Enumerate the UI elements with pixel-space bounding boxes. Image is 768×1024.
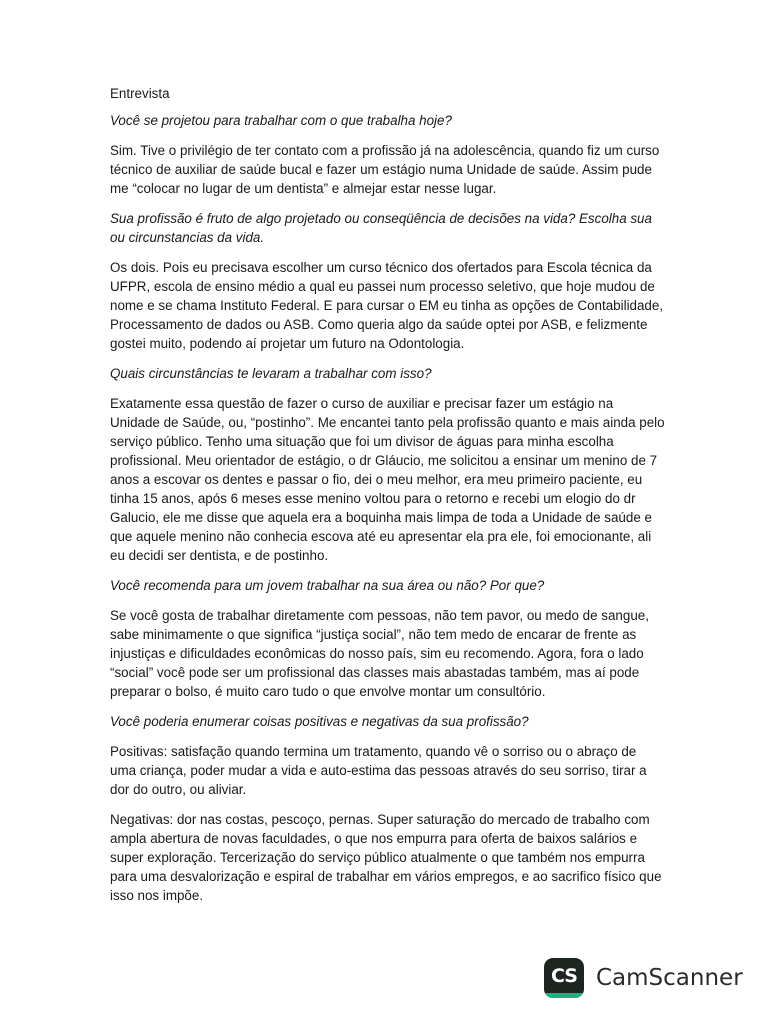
camscanner-watermark xyxy=(544,958,743,998)
question-text: Você recomenda para um jovem trabalhar na sua área ou não? Por que? xyxy=(110,578,545,593)
camscanner-logo-icon xyxy=(544,958,584,998)
document-title: Entrevista xyxy=(110,86,170,101)
question-text: Você poderia enumerar coisas positivas e negativas da sua profissão? xyxy=(110,714,529,729)
answer-paragraph: Exatamente essa questão de fazer o curso de auxiliar e precisar fazer um estágio na Unidade de Saúde, ou, “postinho”. Me encantei tanto pela profissão quanto e mais ainda pelo serviço público. Tenho uma situação que foi um divisor de águas para minha escolha profissional. Meu orientador de estágio, o dr Gláucio, me solicitou a ensinar um menino de 7 anos a escovar os dentes e passar o fio, dei o meu melhor, era meu primeiro paciente, eu tinha 15 anos, após 6 meses esse menino voltou para o retorno e recebi um elogio do dr Galucio, ele me disse que aquela era a boquinha mais limpa de toda a Unidade de saúde e que aquele menino não conhecia escova até eu apresentar ela pra ele, foi emocionante, ali eu decidi ser dentista, e de postinho. xyxy=(110,396,665,563)
answer-paragraph: Sim. Tive o privilégio de ter contato com a profissão já na adolescência, quando fiz um curso técnico de auxiliar de saúde bucal e fazer um estágio numa Unidade de saúde. Assim pude me “colocar no lugar de um dentista” e almejar estar nesse lugar. xyxy=(110,143,660,196)
answer-paragraph-positives: Positivas: satisfação quando termina um tratamento, quando vê o sorriso ou o abraço de uma criança, poder mudar a vida e auto-estima das pessoas através do seu sorriso, tirar a dor do outro, ou aliviar. xyxy=(110,744,647,797)
answer-paragraph: Se você gosta de trabalhar diretamente com pessoas, não tem pavor, ou medo de sangue, sabe minimamente o que significa “justiça social”, não tem medo de encarar de frente as injustiças e dificuldades econômicas do nosso país, sim eu recomendo. Agora, fora o lado “social” você pode ser um profissional das classes mais abastadas também, mas aí pode preparar o bolso, é muito caro tudo o que envolve montar um consultório. xyxy=(110,608,649,699)
camscanner-brand-text: CamScanner xyxy=(596,965,743,991)
logo-mark-text: CS xyxy=(551,965,577,987)
logo-accent-bar xyxy=(544,993,584,998)
interview-section-5 xyxy=(110,712,665,905)
interview-section-2 xyxy=(110,209,665,353)
answer-paragraph-negatives: Negativas: dor nas costas, pescoço, pernas. Super saturação do mercado de trabalho com ampla abertura de novas faculdades, o que nos empurra para oferta de baixos salários e super exploração. Tercerização do serviço público atualmente o que também nos empurra para uma desvalorização e espiral de trabalhar em vários empregos, e ao sacrifico físico que isso nos impõe. xyxy=(110,812,662,903)
interview-section-1 xyxy=(110,111,665,198)
interview-section-4 xyxy=(110,576,665,701)
question-text: Você se projetou para trabalhar com o que trabalha hoje? xyxy=(110,113,452,128)
question-text: Sua profissão é fruto de algo projetado ou conseqüência de decisões na vida? Escolha sua ou circunstancias da vida. xyxy=(110,211,652,245)
answer-paragraph: Os dois. Pois eu precisava escolher um curso técnico dos ofertados para Escola técnica da UFPR, escola de ensino médio a qual eu passei num processo seletivo, que hoje mudou de nome e se chama Instituto Federal. E para cursar o EM eu tinha as opções de Contabilidade, Processamento de dados ou ASB. Como queria algo da saúde optei por ASB, e felizmente gostei muito, podendo aí projetar um futuro na Odontologia. xyxy=(110,260,664,351)
question-text: Quais circunstâncias te levaram a trabalhar com isso? xyxy=(110,366,432,381)
interview-section-3 xyxy=(110,364,665,565)
document-page xyxy=(110,84,665,916)
